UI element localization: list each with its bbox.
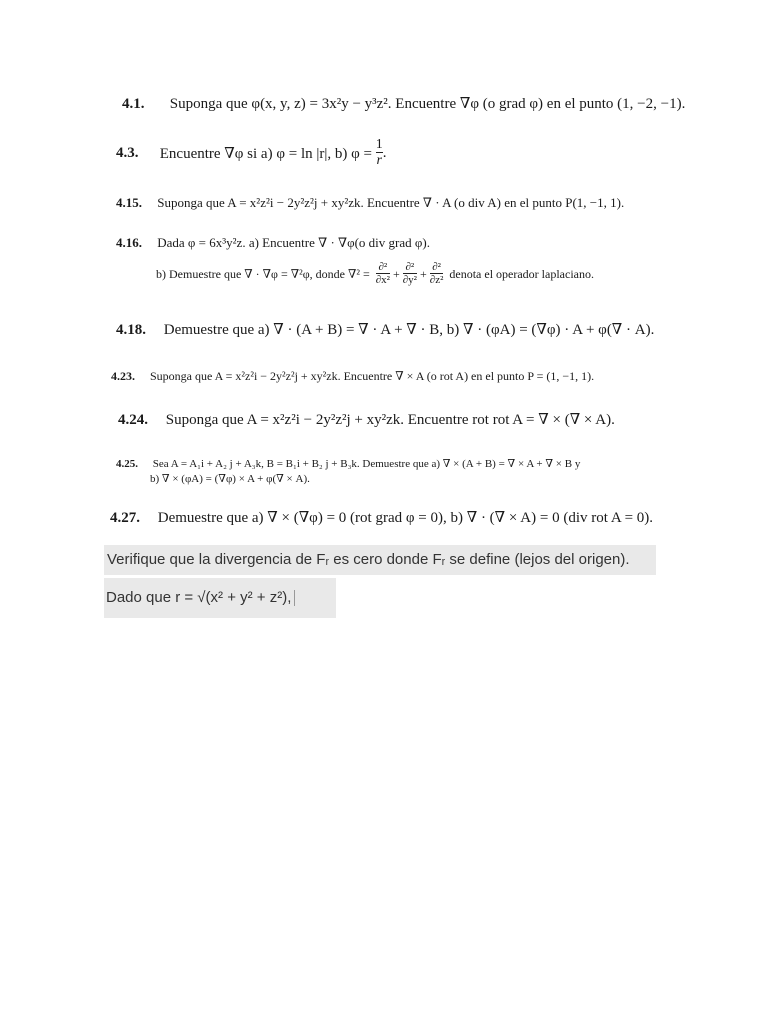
problem-4-16-b bbox=[156, 262, 594, 286]
problem-4-3 bbox=[116, 138, 386, 168]
problem-4-16 bbox=[116, 235, 430, 251]
part-b-tail: denota el operador laplaciano. bbox=[449, 266, 594, 281]
partial-z-fraction bbox=[430, 262, 444, 286]
problem-text: Suponga que φ(x, y, z) = 3x²y − y³z². Encuentre ∇φ (o grad φ) en el punto (1, −2, −1). bbox=[169, 96, 686, 112]
problem-4-18 bbox=[116, 320, 654, 339]
partial-x-fraction bbox=[376, 262, 390, 286]
note-given-r bbox=[104, 578, 336, 618]
problem-4-27 bbox=[110, 508, 653, 527]
note-text: Verifique que la divergencia de Fᵣ es cero donde Fᵣ se define (lejos del origen). bbox=[107, 551, 630, 568]
problem-number: 4.15. bbox=[116, 195, 142, 210]
problem-text: Suponga que A = x²z²i − 2y²z²j + xy²zk. Encuentre rot rot A = ∇ × (∇ × A). bbox=[165, 412, 615, 428]
fraction-numerator: ∂² bbox=[405, 261, 415, 273]
fraction-denominator: ∂x² bbox=[375, 274, 390, 286]
problem-text-b: b) ∇ × (φA) = (∇φ) × A + φ(∇ × A). bbox=[150, 473, 310, 485]
note-divergence bbox=[104, 545, 656, 575]
part-b-text: b) Demuestre que ∇ · ∇φ = ∇²φ, donde ∇² = bbox=[156, 266, 370, 281]
note-text: Dado que r = √(x² + y² + z²), bbox=[106, 589, 292, 606]
fraction-denominator: r bbox=[376, 153, 382, 168]
problem-4-23 bbox=[111, 369, 594, 384]
problem-text: Suponga que A = x²z²i − 2y²z²j + xy²zk. Encuentre ∇ · A (o div A) en el punto P(1, −1, 1). bbox=[157, 195, 625, 210]
problem-number: 4.27. bbox=[110, 510, 140, 526]
problem-number: 4.16. bbox=[116, 235, 142, 250]
fraction-denominator: ∂y² bbox=[402, 274, 417, 286]
problem-text: Demuestre que a) ∇ × (∇φ) = 0 (rot grad φ = 0), b) ∇ · (∇ × A) = 0 (div rot A = 0). bbox=[157, 510, 654, 526]
fraction-numerator: ∂² bbox=[378, 261, 388, 273]
problem-4-15 bbox=[116, 195, 624, 211]
problem-text: Encuentre ∇φ si a) φ = ln |r|, b) φ = bbox=[159, 145, 372, 162]
problem-text: Dada φ = 6x³y²z. a) Encuentre ∇ · ∇φ(o div grad φ). bbox=[157, 235, 430, 250]
problem-text: Demuestre que a) ∇ · (A + B) = ∇ · A + ∇ · B, b) ∇ · (φA) = (∇φ) · A + φ(∇ · A). bbox=[163, 322, 655, 338]
problem-4-25-b bbox=[150, 472, 310, 485]
text-cursor bbox=[294, 590, 295, 606]
plus-sign: + bbox=[392, 266, 400, 281]
plus-sign: + bbox=[419, 266, 427, 281]
problem-text: Sea A = A₁i + A₂ j + A₃k, B = B₁i + B₂ j + B₃k. Demuestre que a) ∇ × (A + B) = ∇ × A + ∇ × B y bbox=[152, 458, 581, 470]
problem-number: 4.3. bbox=[116, 144, 139, 161]
period: . bbox=[382, 144, 387, 161]
problem-4-25 bbox=[116, 457, 580, 470]
problem-number: 4.18. bbox=[116, 322, 146, 338]
problem-4-1 bbox=[122, 94, 685, 113]
problem-4-24 bbox=[118, 410, 615, 429]
problem-number: 4.24. bbox=[118, 412, 148, 428]
fraction-numerator: ∂² bbox=[432, 261, 441, 273]
problem-number: 4.23. bbox=[111, 369, 135, 383]
fraction-1-over-r bbox=[376, 138, 383, 168]
problem-text: Suponga que A = x²z²i − 2y²z²j + xy²zk. Encuentre ∇ × A (o rot A) en el punto P = (1, −1, 1). bbox=[150, 369, 595, 383]
problem-number: 4.25. bbox=[116, 458, 138, 470]
partial-y-fraction bbox=[403, 262, 417, 286]
fraction-denominator: ∂z² bbox=[429, 274, 444, 286]
problem-number: 4.1. bbox=[122, 96, 145, 112]
fraction-numerator: 1 bbox=[375, 137, 383, 152]
